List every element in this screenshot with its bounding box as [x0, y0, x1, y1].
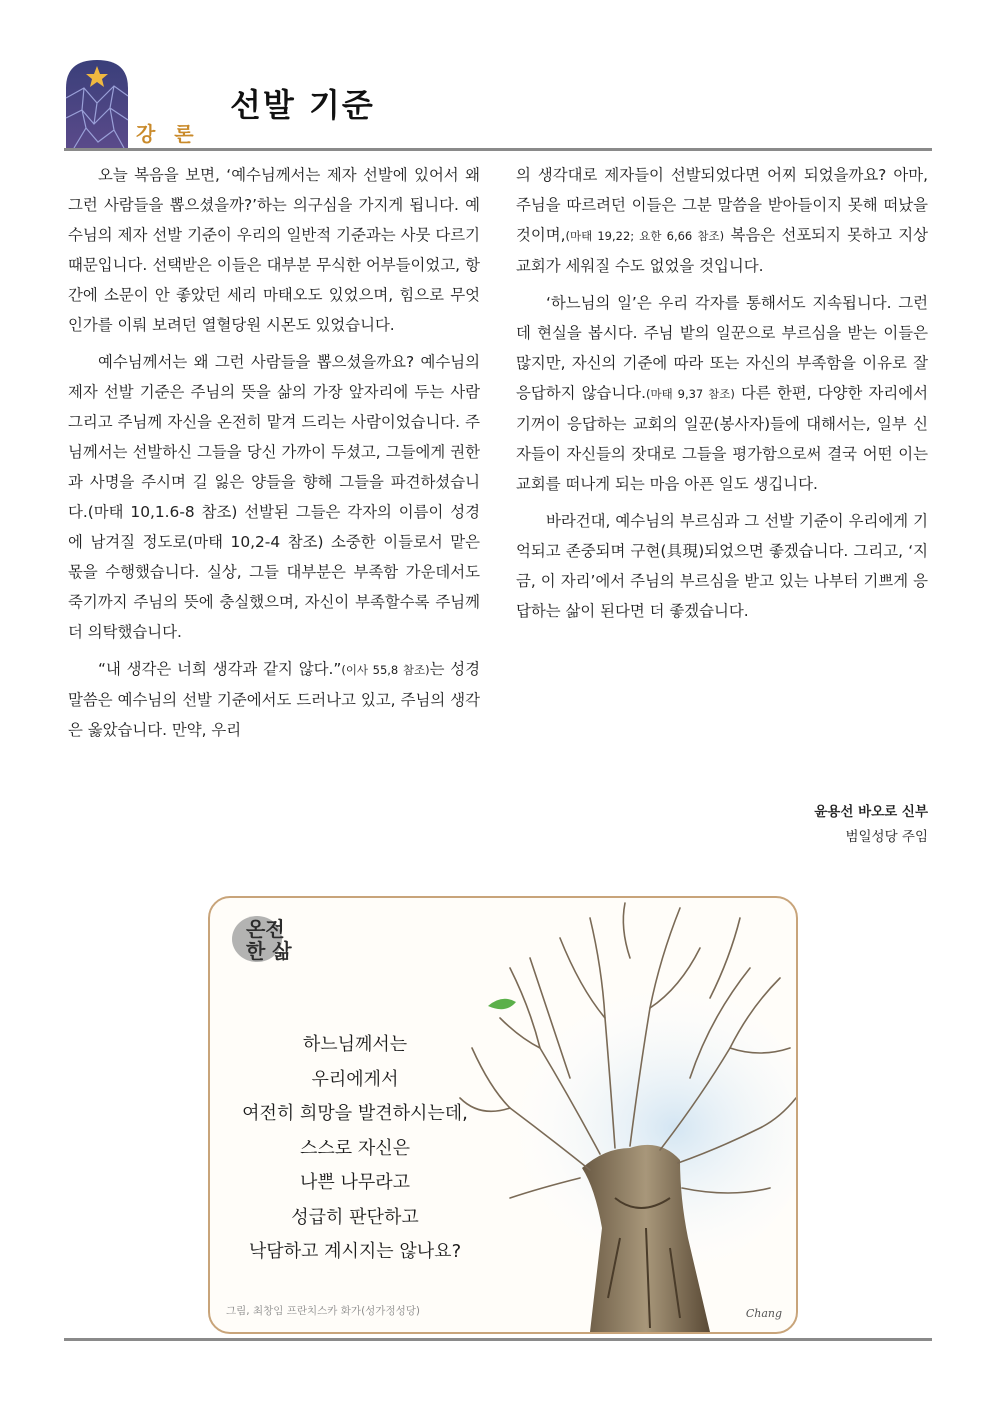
poem-line: 낙담하고 계시지는 않나요?	[248, 1241, 462, 1262]
stained-glass-logo-icon	[64, 58, 130, 148]
badge	[230, 912, 316, 978]
page-title: 선발 기준	[230, 86, 375, 124]
article-right-column	[516, 160, 928, 633]
paragraph-text: 의 생각대로 제자들이 선발되었다면 어찌 되었을까요? 아마, 주님을 따르려던 이들은 그분 말씀을 받아들이지 못해 떠났을 것이며,	[516, 166, 928, 244]
paragraph-text: ‘하느님의 일’은 우리 각자를 통해서도 지속됩니다. 그런데 현실을 봅시다. 주님 밭의 일꾼으로 부르심을 받는 이들은 많지만, 자신의 기준에 따라 또는 자신의 부족함을 이유로 잘 응답하지 않습니다.	[516, 294, 928, 402]
paragraph-text: 는 성경 말씀은 예수님의 선발 기준에서도 드러나고 있고, 주님의 생각은 옳았습니다. 만약, 우리	[68, 660, 481, 739]
poem-line: 하느님께서는	[302, 1034, 408, 1055]
header-divider	[64, 148, 932, 151]
paragraph-text: 복음은 선포되지 못하고 지상 교회가 세워질 수도 없었을 것입니다.	[516, 226, 929, 275]
article-left-column	[68, 160, 480, 752]
poem-line: 여전히 희망을 발견하시는데,	[242, 1103, 468, 1124]
paragraph	[68, 654, 480, 745]
paragraph	[516, 160, 928, 281]
poem-line: 성급히 판단하고	[291, 1206, 419, 1228]
paragraph: 바라건대, 예수님의 부르심과 그 선발 기준이 우리에게 기억되고 존중되며 구현(具現)되었으면 좋겠습니다. 그리고, ‘지금, 이 자리’에서 주님의 부르심을 받고 있는 나부터 기쁘게 응답하는 삶이 된다면 더 좋겠습니다.	[516, 512, 928, 620]
paragraph-text: 다른 한편, 다양한 자리에서 기꺼이 응답하는 교회의 일꾼(봉사자)들에 대해서는, 일부 신자들이 자신들의 잣대로 그들을 평가함으로써 결국 어떤 이는 교회를 떠나게 되는 마음 아픈 일도 생깁니다.	[516, 384, 928, 493]
scripture-reference: (마태 19,22; 요한 6,66 참조)	[565, 229, 725, 243]
poem-line: 나쁜 나무라고	[299, 1172, 411, 1193]
scripture-reference: (이사 55,8 참조)	[341, 663, 430, 677]
poem	[210, 1028, 500, 1270]
illustration-card	[208, 896, 798, 1334]
paragraph: 오늘 복음을 보면, ‘예수님께서는 제자 선발에 있어서 왜 그런 사람들을 뽑으셨을까?’하는 의구심을 가지게 됩니다. 예수님의 제자 선발 기준이 우리의 일반적 기준과는 사뭇 다르기 때문입니다. 선택받은 이들은 대부분 무식한 어부들이었고, 항간에 소문이 안 좋았던 세리 마태오도 있었으며, 힘으로 무엇인가를 이뤄 보려던 열혈당원 시몬도 있었습니다.	[68, 166, 480, 334]
illustration-credit: 그림, 최창임 프란치스카 화가(성가정성당)	[226, 1305, 420, 1317]
paragraph	[516, 288, 928, 499]
poem-line: 우리에게서	[311, 1068, 399, 1090]
footer-divider	[64, 1338, 932, 1341]
scripture-quote: “내 생각은 너희 생각과 같지 않다.”	[98, 660, 342, 678]
scripture-reference: (마태 9,37 참조)	[646, 387, 735, 401]
section-label: 강 론	[136, 122, 200, 146]
author-block	[814, 800, 928, 850]
author-name: 윤용선 바오로 신부	[814, 804, 928, 820]
badge-text: 온전 한 삶	[246, 917, 292, 963]
poem-line: 스스로 자신은	[299, 1137, 411, 1159]
artist-signature: Chang	[745, 1307, 782, 1320]
author-role: 범일성당 주임	[845, 829, 928, 845]
paragraph: 예수님께서는 왜 그런 사람들을 뽑으셨을까요? 예수님의 제자 선발 기준은 주님의 뜻을 삶의 가장 앞자리에 두는 사람 그리고 주님께 자신을 온전히 맡겨 드리는 사람이었습니다. 주님께서는 선발하신 그들을 당신 가까이 두셨고, 그들에게 권한과 사명을 주시며 길 잃은 양들을 향해 그들을 파견하셨습니다.(마태 10,1.6-8 참조) 선발된 그들은 각자의 이름이 성경에 남겨질 정도로(마태 10,2-4 참조) 소중한 이들로서 맡은 몫을 수행했습니다. 실상, 그들 대부분은 부족함 가운데서도 죽기까지 주님의 뜻에 충실했으며, 자신이 부족할수록 주님께 더 의탁했습니다.	[68, 353, 480, 641]
